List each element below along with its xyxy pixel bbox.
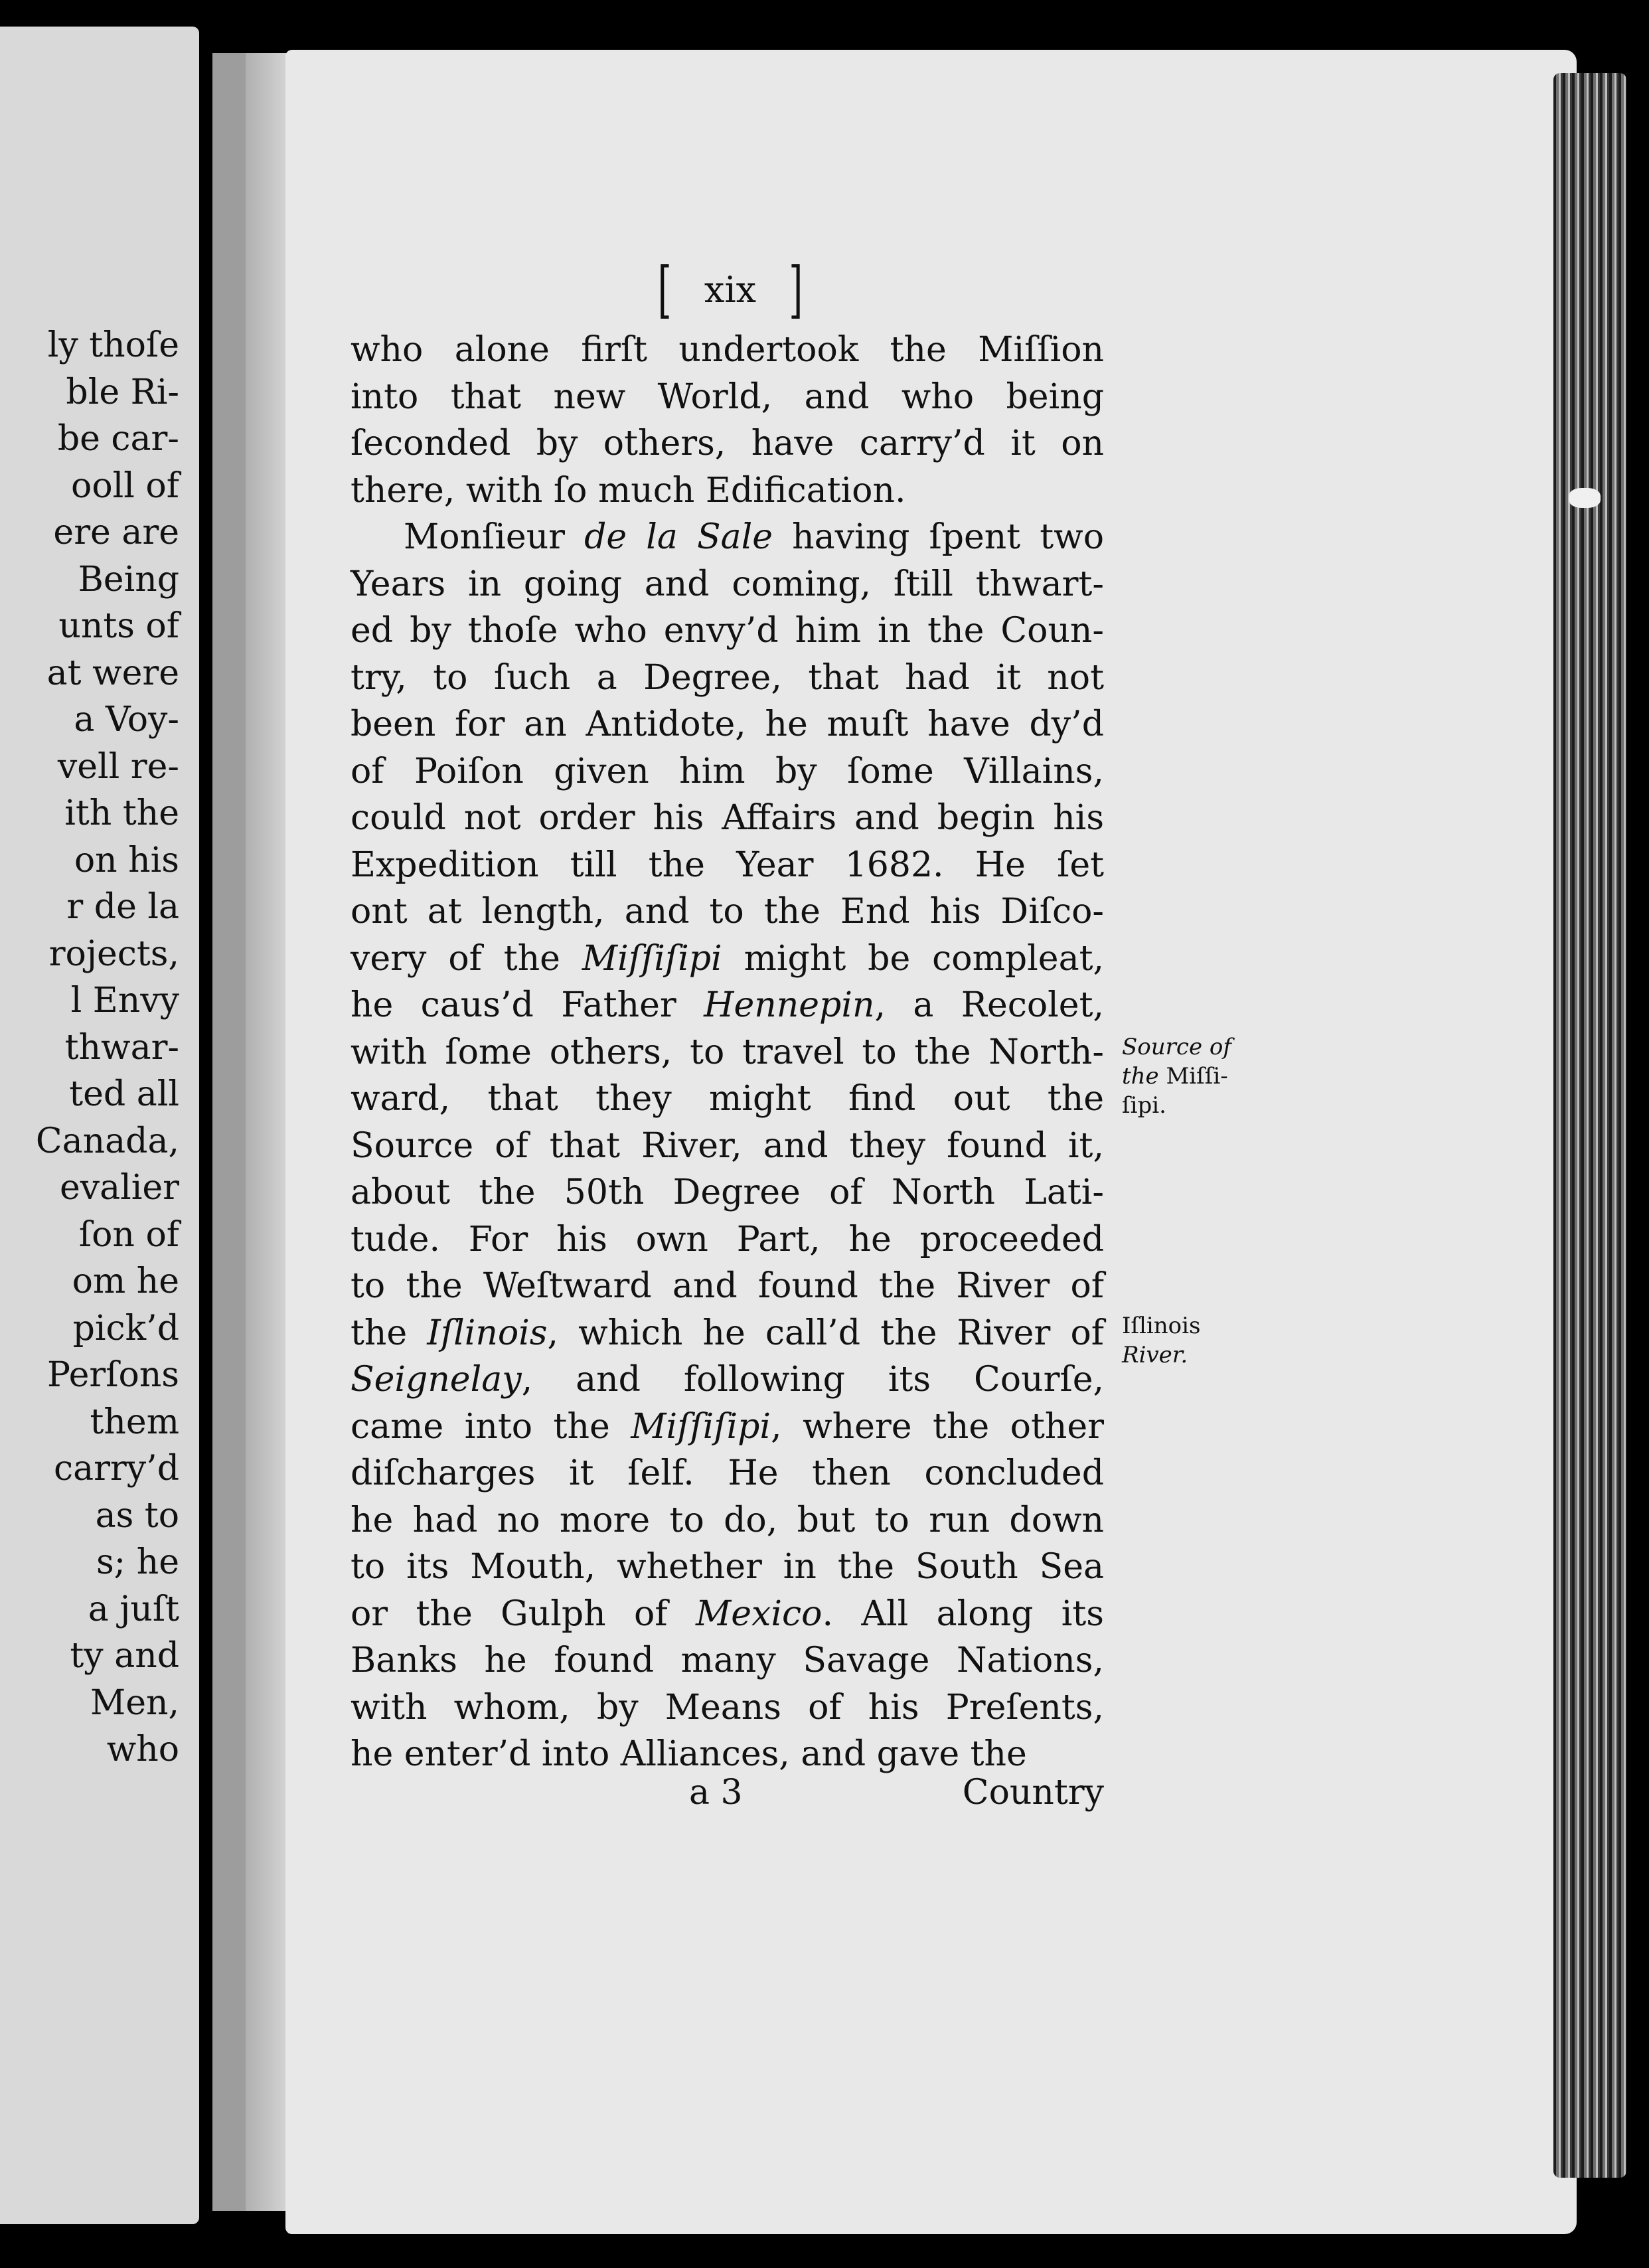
side-note-line: Iſlinois [1122, 1313, 1201, 1339]
left-page-line: ith the [64, 793, 179, 833]
left-page-line: Being [78, 559, 179, 600]
fore-edge-highlight [1569, 488, 1601, 508]
left-page-line: evalier [59, 1168, 179, 1208]
text-line: he caus’d Father Hennepin, a Recolet, [351, 985, 1104, 1025]
signature-mark: a 3 [689, 1773, 743, 1813]
left-page-line: who [106, 1730, 179, 1769]
left-page-line: as to [95, 1495, 179, 1536]
left-page-line: ty and [70, 1636, 179, 1676]
left-page-line: rojects, [48, 933, 179, 974]
left-page-line: thwar- [64, 1027, 179, 1068]
text-line: of Poiſon given him by ſome Villains, [351, 751, 1104, 791]
left-page-text [0, 322, 179, 1773]
catchword: Country [962, 1773, 1104, 1813]
text-line: there, with ſo much Edification. [351, 470, 906, 511]
left-page-line: om he [72, 1261, 179, 1301]
left-page-line: s; he [96, 1542, 179, 1582]
text-line: came into the Miſſiſipi, where the other [351, 1406, 1104, 1447]
text-line: with ſome others, to travel to the North- [351, 1032, 1104, 1072]
left-page-line: a juſt [88, 1589, 179, 1629]
left-bracket: [ [657, 254, 672, 326]
side-note-line: River. [1122, 1342, 1188, 1368]
side-note-line: the Miſſi- [1122, 1063, 1228, 1090]
text-line: who alone firſt undertook the Miſſion [351, 330, 1104, 370]
left-page-line: pick’d [72, 1308, 179, 1348]
text-line: tude. For his own Part, he proceeded [351, 1219, 1104, 1259]
text-line: ont at length, and to the End his Diſco- [351, 892, 1104, 932]
text-line: Years in going and coming, ſtill thwart- [351, 564, 1104, 604]
text-line: Monſieur de la Sale having ſpent two [404, 517, 1104, 557]
text-line: into that new World, and who being [351, 376, 1104, 417]
page-header [647, 254, 813, 326]
side-note-line: ſipi. [1122, 1092, 1166, 1119]
text-line: been for an Antidote, he muſt have dy’d [351, 704, 1104, 744]
left-page-line: ſon of [78, 1214, 179, 1255]
left-page-line: unts of [58, 606, 179, 646]
left-page-line: Perſons [46, 1355, 179, 1395]
left-page-line: at were [46, 653, 179, 693]
left-page-line: ooll of [71, 465, 179, 506]
left-page-line: vell re- [57, 746, 179, 787]
page-number: xix [704, 269, 757, 311]
text-line: ward, that they might find out the [351, 1079, 1104, 1119]
text-line: the Iſlinois, which he call’d the River of [351, 1313, 1104, 1353]
left-page-line: them [90, 1402, 179, 1442]
side-note-line: Source of [1122, 1034, 1231, 1060]
left-page-line: carry’d [53, 1449, 179, 1489]
left-page-line: ble Ri- [66, 372, 179, 412]
text-line: try, to ſuch a Degree, that had it not [351, 657, 1104, 698]
left-page-line: l Envy [70, 981, 179, 1020]
text-line: Expedition till the Year 1682. He ſet [351, 845, 1104, 885]
right-bracket: ] [789, 254, 803, 326]
text-line: Source of that River, and they found it, [351, 1125, 1104, 1166]
text-line: to the Weſtward and found the River of [351, 1266, 1104, 1306]
body-text [351, 327, 1104, 1778]
left-page-line: ere are [53, 513, 179, 552]
side-note-illinois [1122, 1311, 1200, 1370]
text-line: could not order his Affairs and begin his [351, 798, 1104, 838]
left-page [0, 27, 199, 2224]
left-page-line: be car- [57, 419, 179, 459]
text-line: very of the Miſſiſipi might be compleat, [351, 938, 1105, 979]
page-fore-edge [1553, 73, 1626, 2178]
page-footer [351, 1773, 1104, 1819]
text-line: he enter’d into Alliances, and gave the [351, 1734, 1027, 1774]
text-line: he had no more to do, but to run down [351, 1500, 1104, 1540]
left-page-line: Men, [90, 1682, 179, 1723]
text-line: ſeconded by others, have carry’d it on [351, 424, 1104, 463]
left-page-line: ted all [69, 1074, 179, 1114]
text-line: Banks he found many Savage Nations, [351, 1641, 1104, 1680]
text-line: with whom, by Means of his Preſents, [351, 1687, 1104, 1728]
text-line: ed by thoſe who envy’d him in the Coun- [351, 611, 1104, 651]
left-page-line: on his [74, 840, 179, 880]
text-line: diſcharges it ſelf. He then concluded [351, 1453, 1104, 1493]
left-page-line: a Voy- [74, 700, 179, 740]
side-note-source [1122, 1032, 1231, 1120]
text-line: Seignelay, and following its Courſe, [351, 1360, 1104, 1400]
left-page-line: ly thoſe [47, 325, 179, 365]
left-page-line: Canada, [35, 1121, 179, 1161]
text-line: to its Mouth, whether in the South Sea [351, 1547, 1104, 1587]
text-line: about the 50th Degree of North Lati- [351, 1173, 1104, 1212]
text-line: or the Gulph of Mexico. All along its [351, 1593, 1104, 1634]
left-page-line: r de la [66, 887, 179, 927]
